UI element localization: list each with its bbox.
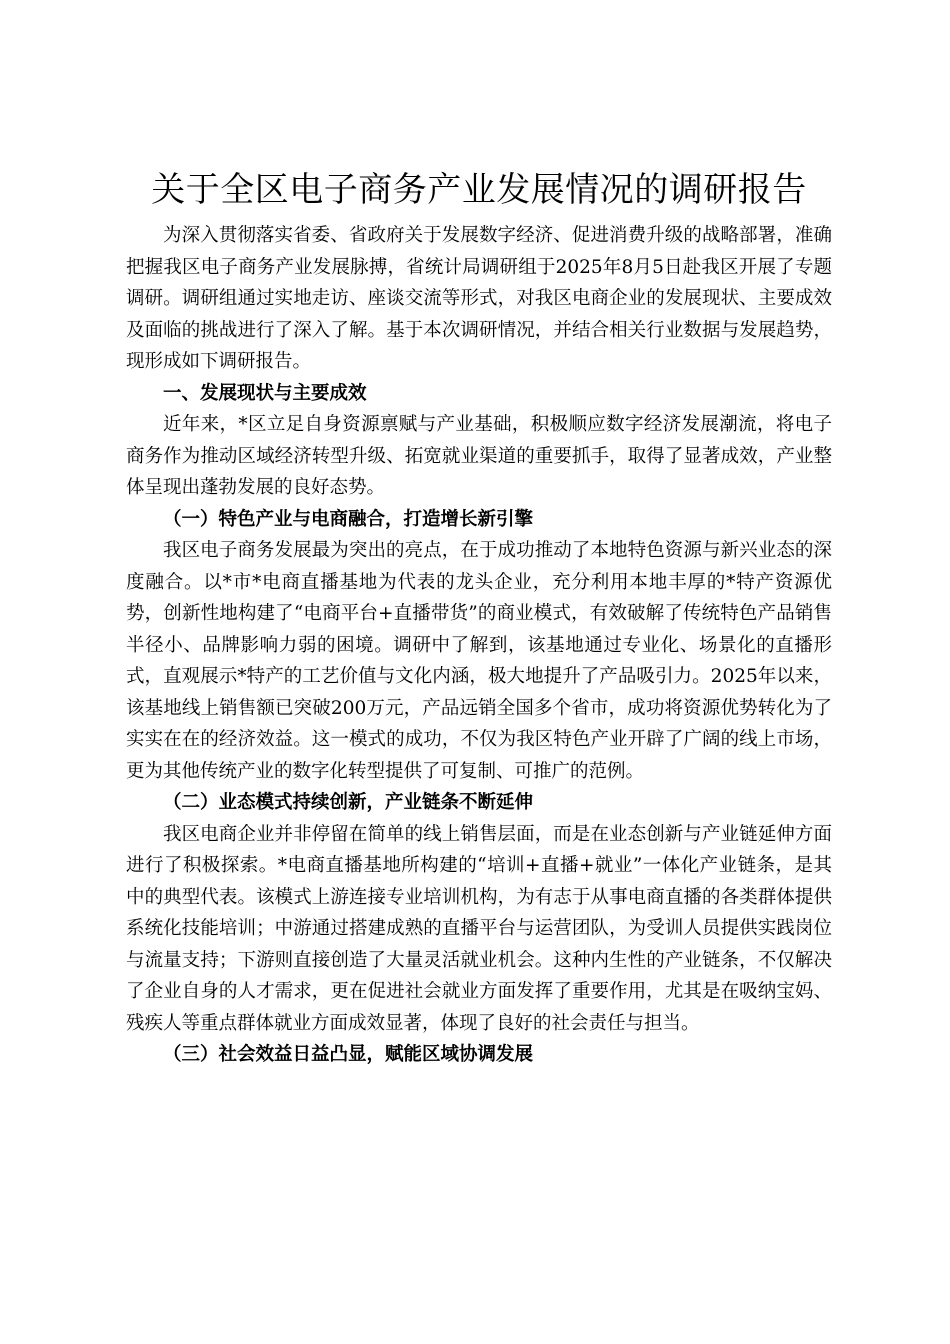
subsection-heading-2: （二）业态模式持续创新，产业链条不断延伸 <box>163 792 534 813</box>
subsection-heading-3: （三）社会效益日益凸显，赋能区域协调发展 <box>163 1044 534 1065</box>
subsection-heading-1: （一）特色产业与电商融合，打造增长新引擎 <box>163 508 534 530</box>
document-page <box>126 165 832 1071</box>
subsection-2-paragraph: 我区电商企业并非停留在简单的线上销售层面，而是在业态创新与产业链延伸方面进行了积极探索。*电商直播基地所构建的“培训+直播+就业”一体化产业链条，是其中的典型代表。该模式上游连接专业培训机构，为有志于从事电商直播的各类群体提供系统化技能培训；中游通过搭建成熟的直播平台与运营团队，为受训人员提供实践岗位与流量支持；下游则直接创造了大量灵活就业机会。这种内生性的产业链条，不仅解决了企业自身的人才需求，更在促进社会就业方面发挥了重要作用，尤其是在吸纳宝妈、残疾人等重点群体就业方面成效显著，体现了良好的社会责任与担当。 <box>126 823 832 1034</box>
subsection-1-paragraph: 我区电子商务发展最为突出的亮点，在于成功推动了本地特色资源与新兴业态的深度融合。以*市*电商直播基地为代表的龙头企业，充分利用本地丰厚的*特产资源优势，创新性地构建了“电商平台+直播带货”的商业模式，有效破解了传统特色产品销售半径小、品牌影响力弱的困境。调研中了解到，该基地通过专业化、场景化的直播形式，直观展示*特产的工艺价值与文化内涵，极大地提升了产品吸引力。2025年以来，该基地线上销售额已突破200万元，产品远销全国多个省市，成功将资源优势转化为了实实在在的经济效益。这一模式的成功，不仅为我区特色产业开辟了广阔的线上市场，更为其他传统产业的数字化转型提供了可复制、可推广的范例。 <box>126 540 832 782</box>
intro-paragraph: 为深入贯彻落实省委、省政府关于发展数字经济、促进消费升级的战略部署，准确把握我区电子商务产业发展脉搏，省统计局调研组于2025年8月5日赴我区开展了专题调研。调研组通过实地走访、座谈交流等形式，对我区电商企业的发展现状、主要成效及面临的挑战进行了深入了解。基于本次调研情况，并结合相关行业数据与发展趋势，现形成如下调研报告。 <box>126 225 832 372</box>
document-title: 关于全区电子商务产业发展情况的调研报告 <box>151 170 807 210</box>
section-heading-1: 一、发展现状与主要成效 <box>163 382 367 404</box>
section-1-paragraph: 近年来，*区立足自身资源禀赋与产业基础，积极顺应数字经济发展潮流，将电子商务作为推动区域经济转型升级、拓宽就业渠道的重要抓手，取得了显著成效，产业整体呈现出蓬勃发展的良好态势。 <box>126 414 832 498</box>
